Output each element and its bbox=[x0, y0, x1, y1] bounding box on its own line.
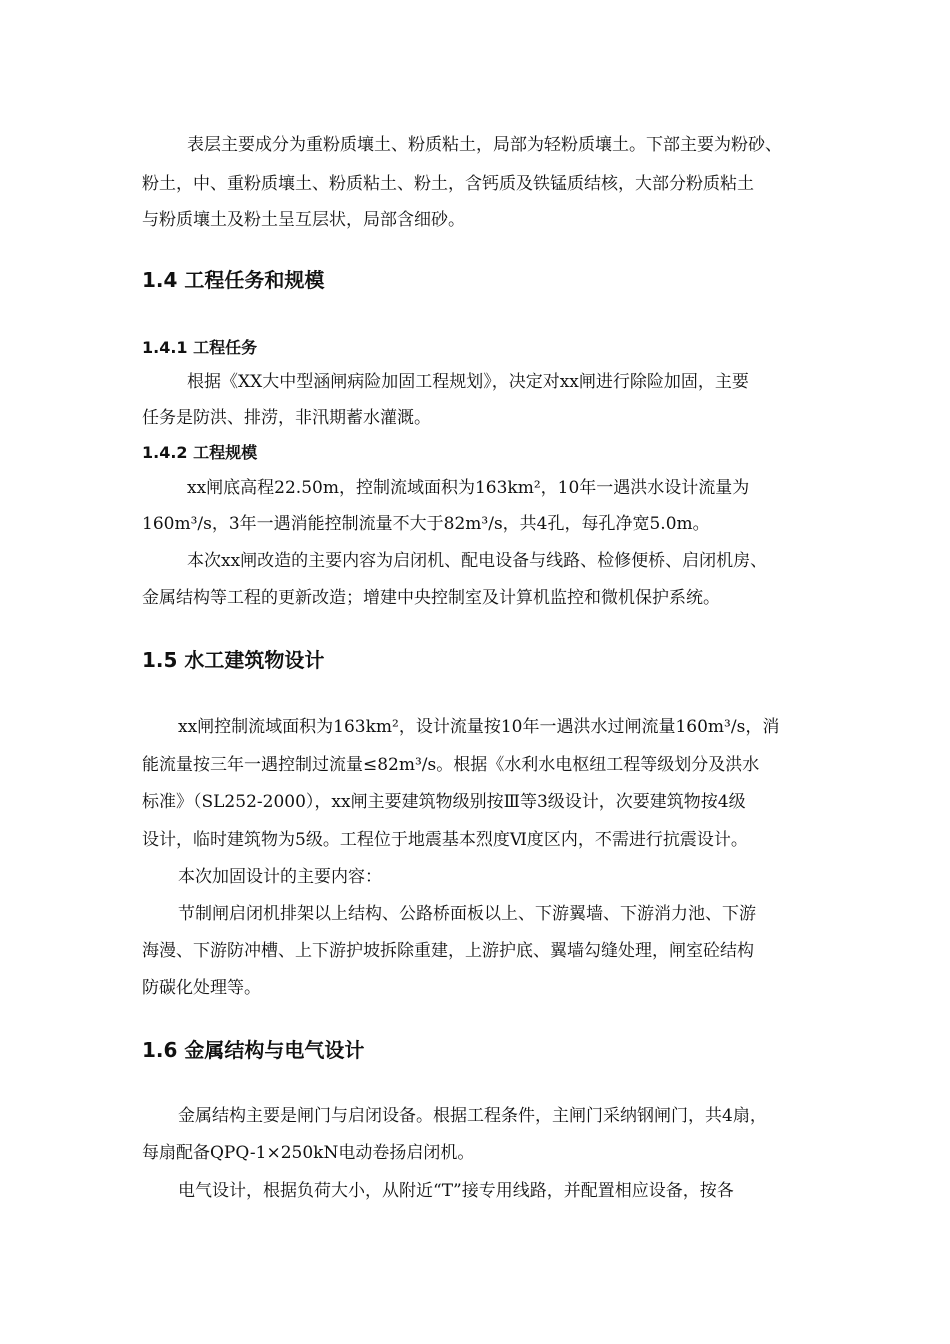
text-line: 本次加固设计的主要内容： bbox=[178, 867, 382, 887]
text-line: 金属结构等工程的更新改造；增建中央控制室及计算机监控和微机保护系统。 bbox=[142, 588, 720, 608]
text-line: 粉土，中、重粉质壤土、粉质粘土、粉土，含钙质及铁锰质结核，大部分粉质粘土 bbox=[142, 174, 754, 194]
text-line: 每扇配备QPQ-1×250kN电动卷扬启闭机。 bbox=[142, 1143, 475, 1163]
section-heading-1-6: 1.6 金属结构与电气设计 bbox=[142, 1038, 365, 1062]
text-line: 根据《XX大中型涵闸病险加固工程规划》，决定对xx闸进行除险加固，主要 bbox=[187, 372, 749, 392]
text-line: 节制闸启闭机排架以上结构、公路桥面板以上、下游翼墙、下游消力池、下游 bbox=[178, 904, 756, 924]
text-line: xx闸底高程22.50m，控制流域面积为163km²，10年一遇洪水设计流量为 bbox=[187, 478, 750, 498]
text-line: xx闸控制流域面积为163km²，设计流量按10年一遇洪水过闸流量160m³/s，消 bbox=[178, 717, 780, 737]
text-line: 金属结构主要是闸门与启闭设备。根据工程条件，主闸门采纳钢闸门，共4扇， bbox=[178, 1106, 767, 1126]
text-line: 160m³/s，3年一遇消能控制流量不大于82m³/s，共4孔，每孔净宽5.0m。 bbox=[142, 514, 710, 534]
subsection-heading-1-4-1: 1.4.1 工程任务 bbox=[142, 338, 258, 357]
section-heading-1-5: 1.5 水工建筑物设计 bbox=[142, 648, 325, 672]
text-line: 设计，临时建筑物为5级。工程位于地震基本烈度Ⅵ度区内，不需进行抗震设计。 bbox=[142, 830, 748, 850]
section-heading-1-4: 1.4 工程任务和规模 bbox=[142, 268, 325, 292]
text-line: 能流量按三年一遇控制过流量≤82m³/s。根据《水利水电枢纽工程等级划分及洪水 bbox=[142, 755, 760, 775]
text-line: 任务是防洪、排涝，非汛期蓄水灌溉。 bbox=[142, 408, 431, 428]
subsection-heading-1-4-2: 1.4.2 工程规模 bbox=[142, 443, 258, 462]
text-line: 电气设计，根据负荷大小，从附近“T”接专用线路，并配置相应设备，按各 bbox=[178, 1181, 734, 1201]
text-line: 防碳化处理等。 bbox=[142, 978, 261, 998]
text-line: 海漫、下游防冲槽、上下游护坡拆除重建，上游护底、翼墙勾缝处理，闸室砼结构 bbox=[142, 941, 754, 961]
text-line: 本次xx闸改造的主要内容为启闭机、配电设备与线路、检修便桥、启闭机房、 bbox=[187, 551, 768, 571]
text-line: 标准》（SL252-2000），xx闸主要建筑物级别按Ⅲ等3级设计，次要建筑物按4级 bbox=[142, 792, 746, 812]
text-line: 与粉质壤土及粉土呈互层状，局部含细砂。 bbox=[142, 210, 465, 230]
text-line: 表层主要成分为重粉质壤土、粉质粘土，局部为轻粉质壤土。下部主要为粉砂、 bbox=[187, 135, 782, 155]
